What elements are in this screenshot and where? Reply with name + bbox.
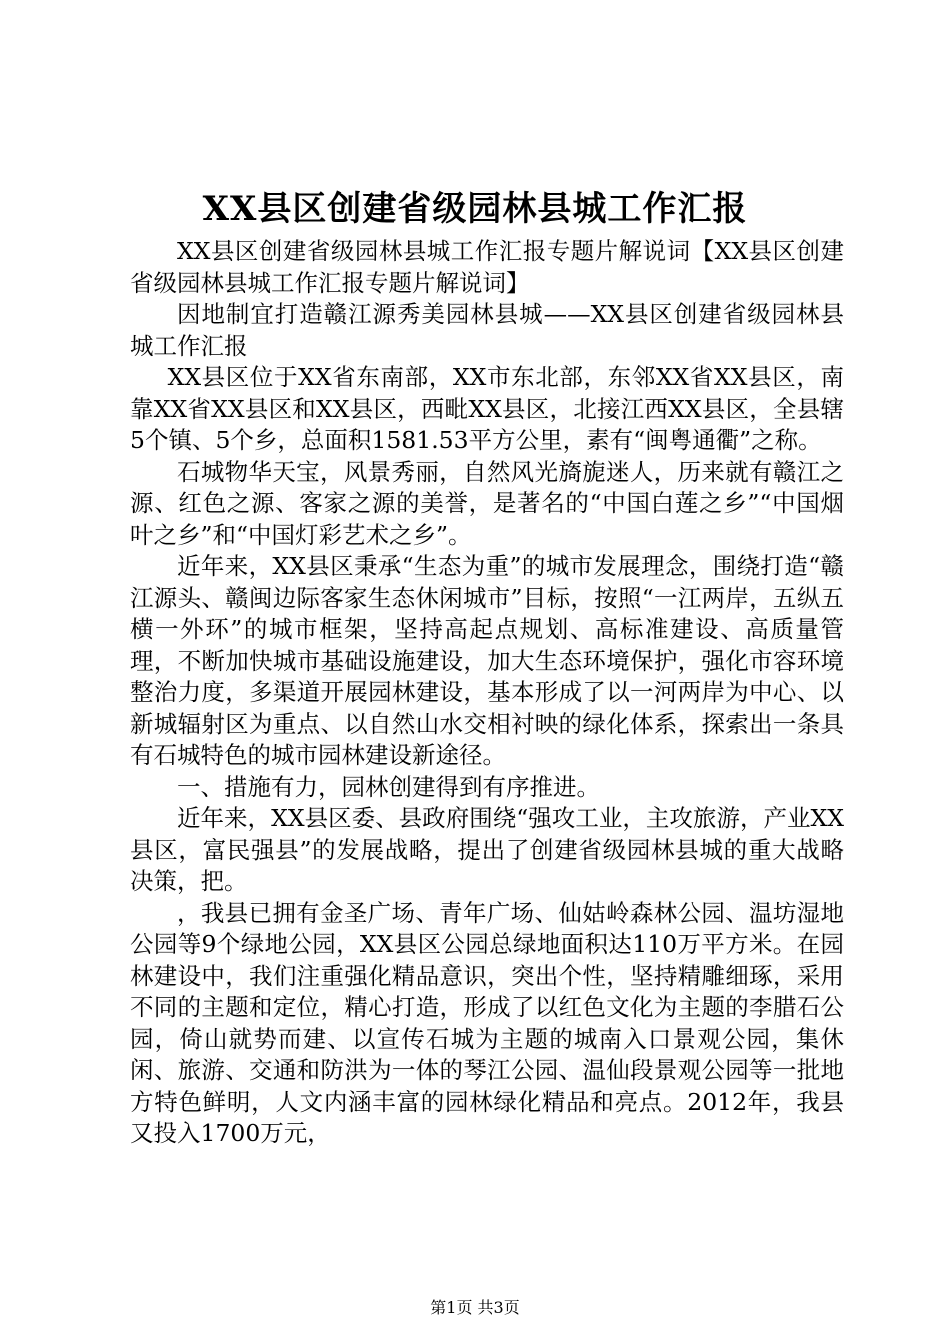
- page-footer: 第1页 共3页: [430, 1298, 520, 1317]
- document-title: XX县区创建省级园林县城工作汇报: [202, 189, 748, 229]
- paragraph-5: 近年来，XX县区秉承“生态为重”的城市发展理念，围绕打造“赣江源头、赣闽边际客家生态休闲城市”目标，按照“一江两岸，五纵五横一外环”的城市框架，坚持高起点规划、高标准建设、高质量管理，不断加快城市基础设施建设，加大生态环境保护，强化市容环境整治力度，多渠道开展园林建设，基本形成了以一河两岸为中心、以新城辐射区为重点、以自然山水交相衬映的绿化体系，探索出一条具有石城特色的城市园林建设新途径。: [130, 552, 844, 769]
- paragraph-1: XX县区创建省级园林县城工作汇报专题片解说词【XX县区创建省级园林县城工作汇报专题片解说词】: [130, 237, 844, 297]
- paragraph-4: 石城物华天宝，风景秀丽，自然风光旖旎迷人，历来就有赣江之源、红色之源、客家之源的美誉，是著名的“中国白莲之乡”“中国烟叶之乡”和“中国灯彩艺术之乡”。: [130, 457, 844, 549]
- paragraph-6: 近年来，XX县区委、县政府围绕“强攻工业，主攻旅游，产业XX县区，富民强县”的发展战略，提出了创建省级园林县城的重大战略决策，把。: [130, 804, 844, 895]
- paragraph-2: 因地制宜打造赣江源秀美园林县城——XX县区创建省级园林县城工作汇报: [130, 300, 844, 360]
- document-body: [130, 236, 844, 1150]
- paragraph-3: XX县区位于XX省东南部，XX市东北部，东邻XX省XX县区，南靠XX省XX县区和XX县区，西毗XX县区，北接江西XX县区，全县辖5个镇、5个乡，总面积1581.53平方公里，素有“闽粤通衢”之称。: [130, 363, 844, 454]
- paragraph-7: ，我县已拥有金圣广场、青年广场、仙姑岭森林公园、温坊湿地公园等9个绿地公园，XX县区公园总绿地面积达110万平方米。在园林建设中，我们注重强化精品意识，突出个性，坚持精雕细琢，采用不同的主题和定位，精心打造，形成了以红色文化为主题的李腊石公园，倚山就势而建、以宣传石城为主题的城南入口景观公园，集休闲、旅游、交通和防洪为一体的琴江公园、温仙段景观公园等一批地方特色鲜明，人文内涵丰富的园林绿化精品和亮点。2012年，我县又投入1700万元，: [130, 898, 844, 1147]
- section-heading-1: 一、措施有力，园林创建得到有序推进。: [177, 772, 600, 801]
